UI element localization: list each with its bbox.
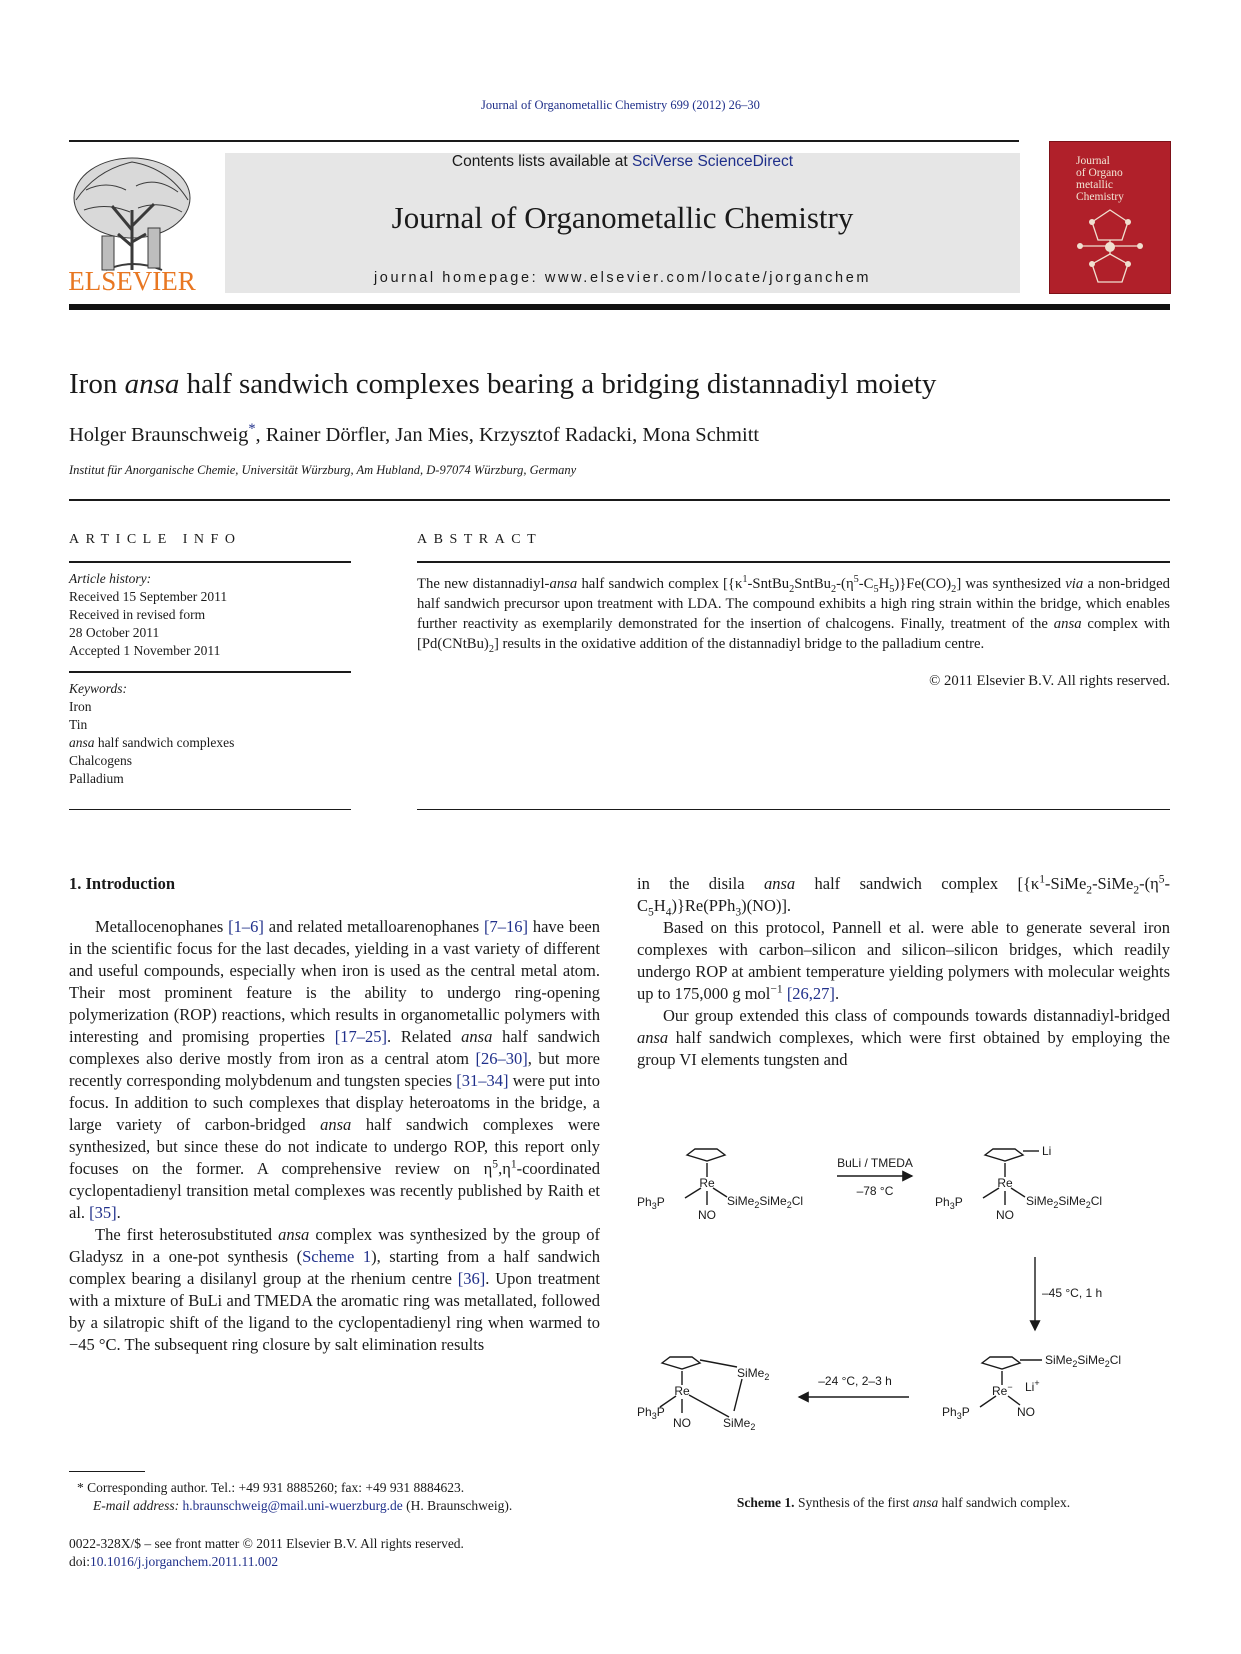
keyword: Tin	[69, 717, 88, 732]
history-item: Accepted 1 November 2011	[69, 643, 221, 658]
citation-link[interactable]: [17–25]	[334, 1027, 387, 1046]
caption-label: Scheme 1.	[736, 1495, 795, 1510]
scheme-label: SiMe$_2$	[723, 1416, 756, 1432]
article-info-heading: ARTICLE INFO	[69, 532, 242, 547]
scheme-label: SiMe$_2$	[737, 1366, 770, 1382]
cover-line: Chemistry	[1076, 191, 1124, 203]
scheme-label: Li	[1042, 1144, 1052, 1158]
scheme-label: SiMe$_2$SiMe$_2$Cl	[727, 1194, 804, 1210]
scheme-label: NO	[673, 1416, 691, 1430]
scheme-label: $Ph_3P$	[942, 1405, 970, 1421]
keyword: ansa half sandwich complexes	[69, 735, 235, 750]
cover-line: metallic	[1076, 179, 1114, 191]
article-history	[69, 570, 351, 660]
email-label: E-mail address:	[93, 1498, 183, 1513]
citation-link[interactable]: [35]	[89, 1203, 117, 1222]
abstract-paragraph: The new distannadiyl-ansa half sandwich complex $[\{\kappa^1-SntBu_2SntBu_2-(\eta^5-C_5H_5)\}Fe(CO)_2]$ was synthesized via a non-bridged half sandwich precursor upon treatment with LDA. The compound exhibits a high ring strain within the bridge, which enables further reactivity as exemplarily demonstrated for the insertion of chalcogens. Finally, treatment of the ansa complex with $[Pd(CNtBu)_2]$ results in the oxidative addition of the distannadiyl bridge to the palladium centre.	[417, 574, 1170, 655]
title-part: Iron	[69, 368, 125, 400]
title-part: half sandwich complexes bearing a bridging distannadiyl moiety	[179, 368, 937, 400]
author-list	[69, 421, 760, 447]
running-head[interactable]: Journal of Organometallic Chemistry 699 (2012) 26–30	[481, 98, 760, 112]
citation-link[interactable]: [1–6]	[228, 917, 264, 936]
keyword: Iron	[69, 699, 92, 714]
footnote-mark: *	[77, 1480, 84, 1495]
scheme-label: $Ph_3P$	[935, 1195, 963, 1211]
issn-line: 0022-328X/$ – see front matter © 2011 Elsevier B.V. All rights reserved.	[69, 1536, 464, 1551]
article-title	[69, 368, 936, 401]
paragraph: Our group extended this class of compounds towards distannadiyl-bridged ansa half sandwich complexes, which were first obtained by employing the group VI elements tungsten and	[637, 1006, 1170, 1069]
reaction-condition: BuLi / TMEDA	[837, 1156, 913, 1170]
citation-link[interactable]: [31–34]	[456, 1071, 509, 1090]
scheme-label: Re	[997, 1176, 1013, 1190]
abstract-text	[417, 574, 1170, 654]
paragraph: Metallocenophanes [1–6] and related metalloarenophanes [7–16] have been in the scientific focus for the last decades, yielding in a vast variety of different and useful compounds, especially when iron is used as the central metal atom. Their most prominent feature is the ability to undergo ring-opening polymerization (ROP) reactions, which results in organometallic polymers with interesting and promising properties [17–25]. Related ansa half sandwich complexes also derive mostly from iron as a central atom [26–30], but more recently corresponding molybdenum and tungsten species [31–34] were put into focus. In addition to such complexes that display heteroatoms in the bridge, a large variety of carbon-bridged ansa half sandwich complexes were synthesized, but since these do not indicate to undergo ROP, this report only focuses on the former. A comprehensive review on $\eta^5,\eta^1$-coordinated cyclopentadienyl transition metal complexes was recently published by Raith et al. [35].	[69, 917, 601, 1222]
sciencedirect-link[interactable]: SciVerse ScienceDirect	[631, 153, 794, 170]
email-link[interactable]: h.braunschweig@mail.uni-wuerzburg.de	[182, 1498, 403, 1513]
scheme-label: $Ph_3P$	[637, 1195, 665, 1211]
history-item: Received 15 September 2011	[69, 589, 228, 604]
journal-banner	[225, 153, 1020, 293]
scheme-link[interactable]: Scheme 1	[302, 1247, 372, 1266]
divider	[69, 809, 351, 810]
author-name: Holger Braunschweig	[69, 424, 249, 446]
doi-label: doi:	[69, 1554, 91, 1569]
scheme-label: $Ph_3P$	[637, 1405, 665, 1421]
affiliation: Institut für Anorganische Chemie, Universität Würzburg, Am Hubland, D-97074 Würzburg, Germany	[69, 463, 577, 477]
scheme-caption: Scheme 1. Synthesis of the first ansa half sandwich complex.	[736, 1495, 1071, 1510]
doi-link[interactable]: 10.1016/j.jorganchem.2011.11.002	[90, 1554, 279, 1569]
journal-cover-image[interactable]	[1049, 141, 1171, 294]
scheme-label: Re	[674, 1384, 690, 1398]
scheme-label: SiMe$_2$SiMe$_2$Cl	[1045, 1353, 1122, 1369]
scheme-label: SiMe$_2$SiMe$_2$Cl	[1026, 1194, 1103, 1210]
contents-line	[225, 153, 1020, 171]
header-thick-rule	[69, 304, 1170, 310]
elsevier-logo[interactable]	[66, 150, 198, 296]
body-right-column	[637, 873, 1170, 1071]
abstract-copyright: © 2011 Elsevier B.V. All rights reserved.	[929, 673, 1170, 689]
history-item: Received in revised form	[69, 607, 206, 622]
divider	[417, 561, 1170, 563]
cover-line: Journal	[1076, 155, 1110, 167]
scheme-label: Li+	[1025, 1378, 1040, 1394]
cover-text	[1076, 155, 1168, 203]
elsevier-tree-icon	[66, 150, 198, 296]
reaction-condition: –78 °C	[856, 1184, 894, 1198]
footnote-rule	[69, 1471, 145, 1472]
divider	[69, 671, 351, 673]
scheme-1-figure[interactable]	[637, 1135, 1197, 1475]
history-label: Article history:	[69, 571, 152, 586]
history-item: 28 October 2011	[69, 625, 160, 640]
abstract-heading: ABSTRACT	[417, 532, 543, 547]
keyword: Chalcogens	[69, 753, 132, 768]
citation-link[interactable]: [26–30]	[475, 1049, 528, 1068]
keywords-label: Keywords:	[69, 681, 127, 696]
top-rule	[69, 140, 1019, 142]
front-matter	[69, 1535, 629, 1571]
scheme-label: Re−	[992, 1382, 1013, 1398]
paragraph: The first heterosubstituted ansa complex was synthesized by the group of Gladysz in a one-pot synthesis (Scheme 1), starting from a half sandwich complex bearing a disilanyl group at the rhenium centre [36]. Upon treatment with a mixture of BuLi and TMEDA the aromatic ring was metallated, followed by a silatropic shift of the ligand to the cyclopentadienyl ring when warmed to −45 °C. The subsequent ring closure by salt elimination results	[69, 1225, 601, 1354]
svg-text:ELSEVIER: ELSEVIER	[68, 266, 196, 296]
title-italic: ansa	[124, 368, 180, 400]
citation-link[interactable]: [26,27]	[786, 984, 835, 1003]
citation-link[interactable]: [36]	[457, 1269, 486, 1288]
reaction-condition: –45 °C, 1 h	[1042, 1286, 1103, 1300]
reaction-scheme-icon	[637, 1135, 1197, 1475]
section-heading: 1. Introduction	[69, 874, 176, 893]
corresponding-author-footnote: * Corresponding author. Tel.: +49 931 8885260; fax: +49 931 8884623. E-mail address: h.braunschweig@mail.uni-wuerzburg.de (H. Braunschweig).	[77, 1480, 513, 1513]
journal-title: Journal of Organometallic Chemistry	[391, 200, 854, 235]
keyword-italic: ansa	[69, 735, 95, 750]
scheme-label: Re	[699, 1176, 715, 1190]
footnote-text: Corresponding author. Tel.: +49 931 8885260; fax: +49 931 8884623.	[83, 1480, 465, 1495]
paragraph: Based on this protocol, Pannell et al. were able to generate several iron complexes with carbon–silicon and silicon–silicon bridges, which readily undergo ROP at ambient temperature yielding polymers with molecular weights up to 175,000 g mol$^{-1}$ [26,27].	[637, 918, 1170, 1003]
contents-prefix: Contents lists available at	[451, 153, 632, 170]
reaction-condition: –24 °C, 2–3 h	[818, 1374, 892, 1388]
keywords	[69, 680, 351, 788]
journal-homepage-link[interactable]: journal homepage: www.elsevier.com/locate/jorganchem	[373, 270, 872, 286]
body-left-column	[69, 916, 600, 1356]
scheme-label: NO	[996, 1208, 1014, 1222]
corresponding-author-link[interactable]: *	[248, 421, 256, 438]
divider	[417, 809, 1170, 810]
cover-line: of Organo	[1076, 167, 1123, 179]
cover-molecule-icon	[1070, 202, 1150, 290]
author-names: , Rainer Dörfler, Jan Mies, Krzysztof Radacki, Mona Schmitt	[255, 424, 760, 446]
paragraph: in the disila ansa half sandwich complex $[\{\kappa^1-SiMe_2-SiMe_2-(\eta^5-C_5H_4)\}Re(PPh_3)(NO)]$.	[637, 873, 1170, 919]
citation-link[interactable]: [7–16]	[484, 917, 528, 936]
divider	[69, 499, 1170, 501]
scheme-label: NO	[698, 1208, 716, 1222]
divider	[69, 561, 351, 563]
keyword: Palladium	[69, 771, 124, 786]
scheme-label: NO	[1017, 1405, 1035, 1419]
